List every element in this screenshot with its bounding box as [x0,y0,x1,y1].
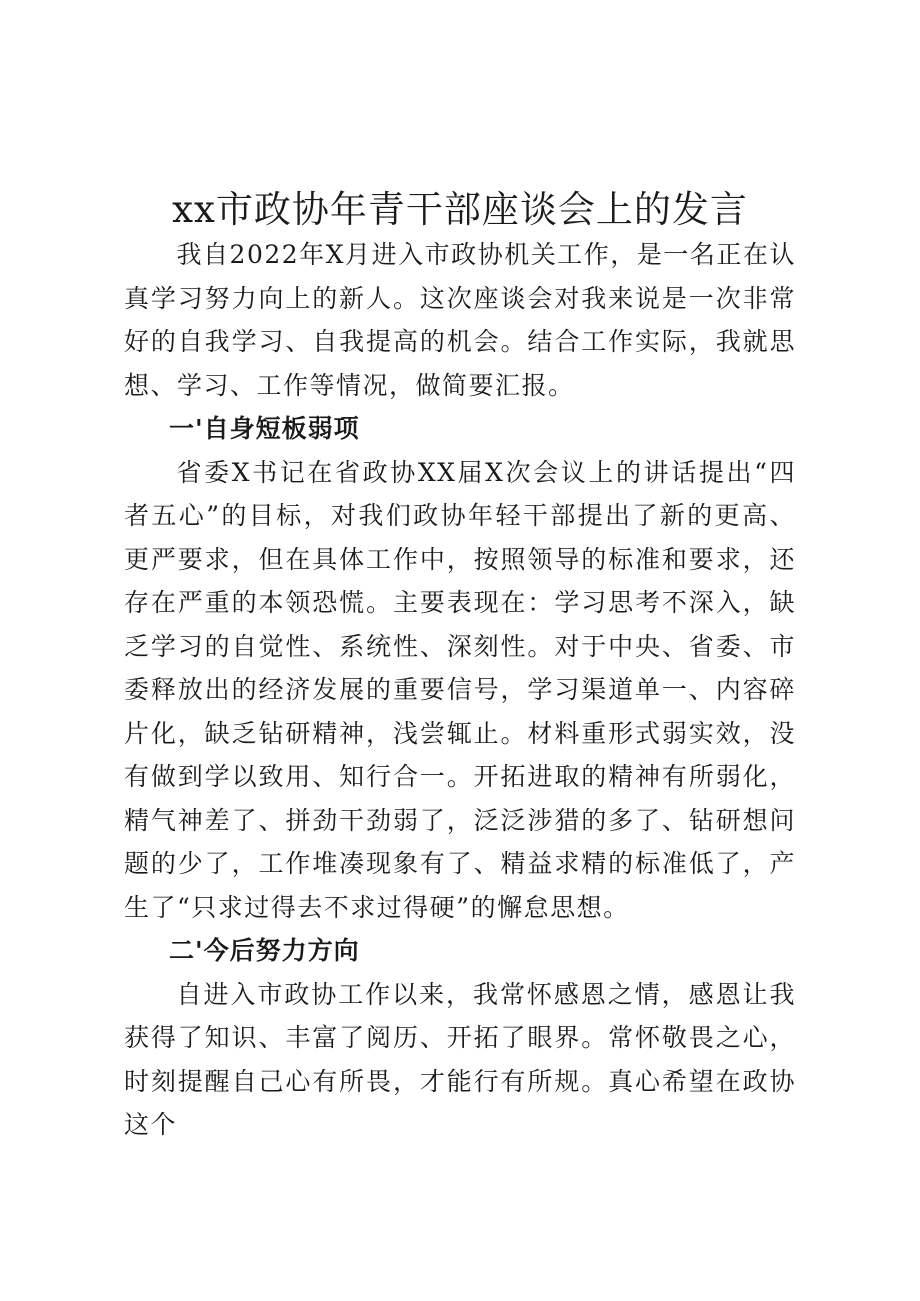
section-paragraph-weaknesses: 省委X书记在省政协XX届X次会议上的讲话提出“四者五心”的目标，对我们政协年轻干部提出了新的更高、更严要求，但在具体工作中，按照领导的标准和要求，还存在严重的本领恐慌。主要表现在：学习思考不深入，缺乏学习的自觉性、系统性、深刻性。对于中央、省委、市委释放出的经济发展的重要信号，学习渠道单一、内容碎片化，缺乏钻研精神，浅尝辄止。材料重形式弱实效，没有做到学以致用、知行合一。开拓进取的精神有所弱化，精气神差了、拼劲干劲弱了，泛泛涉猎的多了、钻研想问题的少了，工作堆凑现象有了、精益求精的标准低了，产生了“只求过得去不求过得硬”的懈怠思想。 [124,457,796,922]
intro-paragraph: 我自2022年X月进入市政协机关工作，是一名正在认真学习努力向上的新人。这次座谈会对我来说是一次非常好的自我学习、自我提高的机会。结合工作实际，我就思想、学习、工作等情况，做简要汇报。 [124,240,796,400]
section-paragraph-direction: 自进入市政协工作以来，我常怀感恩之情，感恩让我获得了知识、丰富了阅历、开拓了眼界。常怀敬畏之心，时刻提醒自己心有所畏，才能行有所规。真心希望在政协这个 [124,979,796,1139]
section-heading-direction: 二'今后努力方向 [169,936,360,965]
document-body [124,233,796,1147]
section-heading-weaknesses: 一'自身短板弱项 [169,414,360,443]
document-title: xx市政协年青干部座谈会上的发言 [172,188,748,231]
